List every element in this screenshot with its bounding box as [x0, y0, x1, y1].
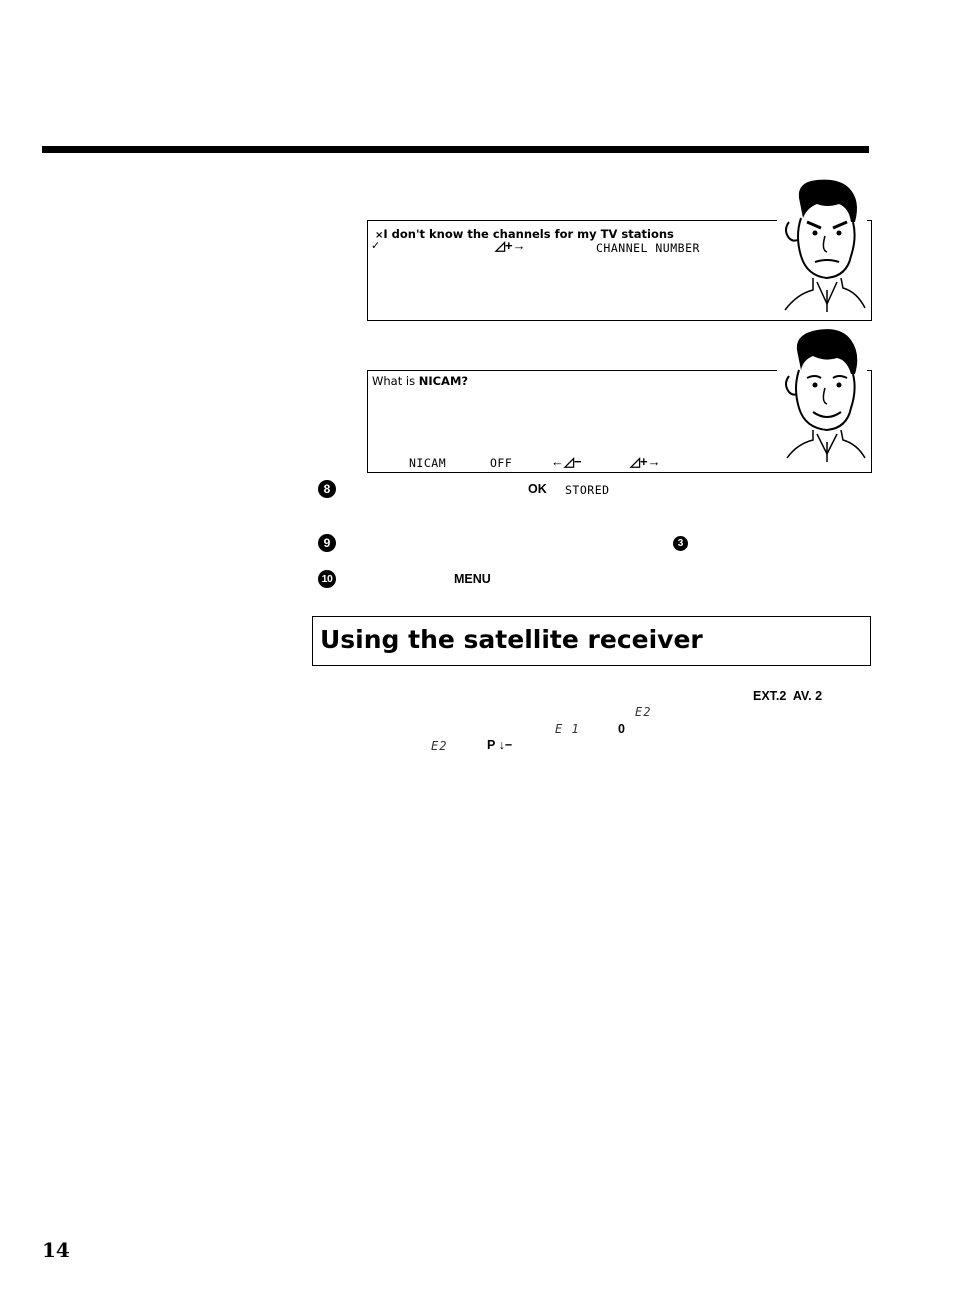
p-down-button: P ↓− — [487, 738, 513, 752]
tip-title-nicam — [372, 374, 468, 388]
minus-left-buttons: ←◿− — [551, 454, 582, 469]
step-10-menu-button: MENU — [454, 572, 491, 586]
cartoon-face-frowning-icon — [777, 178, 867, 314]
header-rule — [42, 146, 869, 153]
step-8-number: 8 — [318, 480, 336, 498]
step-3-reference: 3 — [673, 536, 688, 551]
ext-av-label: EXT.2 AV. 2 — [753, 689, 823, 703]
step-8-stored-text: STORED — [565, 483, 610, 497]
display-e1: E 1 — [555, 722, 580, 736]
plus-right-buttons: ◿+→ — [495, 238, 526, 253]
cross-mark: × — [375, 230, 384, 241]
check-mark: ✓ — [371, 239, 381, 252]
display-e2-b: E2 — [431, 739, 448, 753]
screen-text-off: OFF — [490, 456, 513, 470]
tip-title-prefix: What is — [372, 374, 419, 388]
tip-title-channels: I don't know the channels for my TV stations — [383, 227, 674, 241]
section-title: Using the satellite receiver — [320, 625, 703, 654]
step-8-ok-button: OK — [528, 482, 547, 496]
step-10-number: 10 — [318, 570, 336, 588]
cartoon-face-smiling-icon — [777, 328, 867, 464]
screen-text-channel-number: CHANNEL NUMBER — [596, 241, 700, 255]
plus-right-buttons-2: ◿+→ — [630, 454, 661, 469]
tip-title-suffix: ? — [461, 374, 469, 388]
step-9-number: 9 — [318, 534, 336, 552]
screen-text-nicam: NICAM — [409, 456, 447, 470]
display-e2-a: E2 — [635, 705, 652, 719]
zero-key: 0 — [618, 722, 625, 736]
tip-title-bold: NICAM — [418, 374, 462, 388]
page-number: 14 — [42, 1238, 70, 1262]
